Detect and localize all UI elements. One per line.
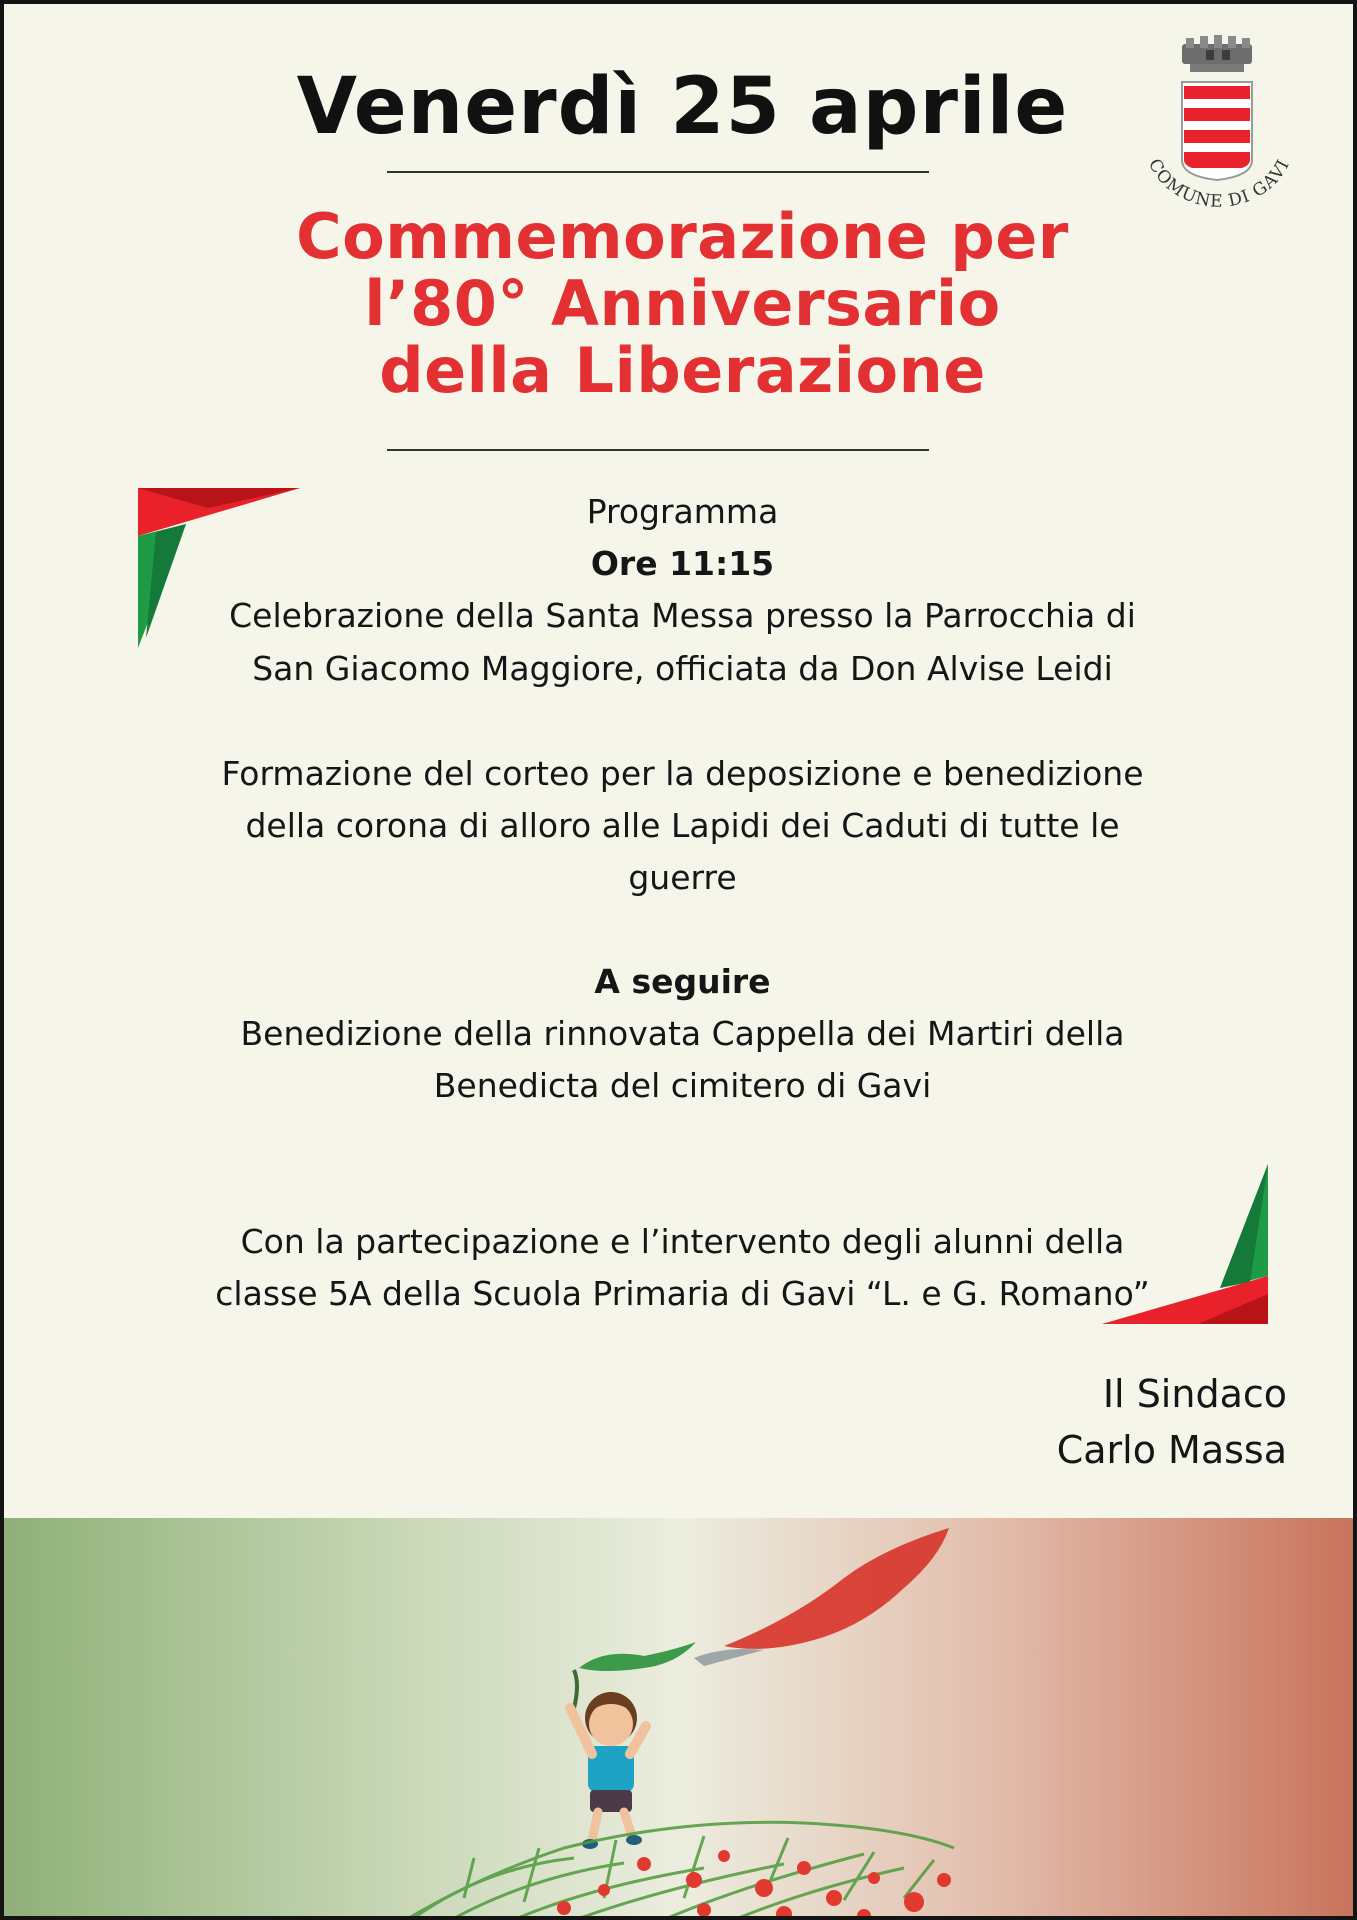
procession-line-3: guerre (628, 858, 737, 897)
signature-name: Carlo Massa (1056, 1428, 1287, 1472)
crest-label: COMUNE DI GAVI (1143, 155, 1295, 212)
grass-field (399, 1822, 954, 1920)
program-heading: Programma (586, 492, 779, 531)
crown-icon (1182, 35, 1252, 72)
title-line-2: l’80° Anniversario (364, 267, 1001, 340)
next-heading: A seguire (594, 962, 771, 1001)
top-divider (387, 171, 929, 173)
child-with-flags-illustration (4, 1518, 1357, 1920)
mass-line-2: San Giacomo Maggiore, officiata da Don Alvise Leidi (252, 649, 1113, 688)
procession-line-1: Formazione del corteo per la deposizione e benedizione (221, 754, 1144, 793)
chapel-line-2: Benedicta del cimitero di Gavi (433, 1066, 932, 1105)
chapel-line-1: Benedizione della rinnovata Cappella dei Martiri della (240, 1014, 1125, 1053)
participation-line-2: classe 5A della Scuola Primaria di Gavi “L. e G. Romano” (215, 1274, 1150, 1313)
participation-line-1: Con la partecipazione e l’intervento degli alunni della (240, 1222, 1125, 1261)
title-line-1: Commemorazione per (296, 200, 1069, 273)
program-time: Ore 11:15 (590, 544, 775, 583)
child-figure (570, 1692, 646, 1849)
bottom-divider (387, 449, 929, 451)
event-date: Venerdì 25 aprile (296, 62, 1069, 152)
procession-line-2: della corona di alloro alle Lapidi dei Caduti di tutte le (245, 806, 1120, 845)
title-line-3: della Liberazione (379, 334, 986, 407)
corner-flag-bottom-right-icon (1102, 1164, 1268, 1326)
mass-line-1: Celebrazione della Santa Messa presso la Parrocchia di (229, 596, 1136, 635)
signature-role: Il Sindaco (1102, 1372, 1287, 1416)
municipal-coat-of-arms-icon (1134, 30, 1304, 220)
shield-icon (1182, 82, 1252, 180)
